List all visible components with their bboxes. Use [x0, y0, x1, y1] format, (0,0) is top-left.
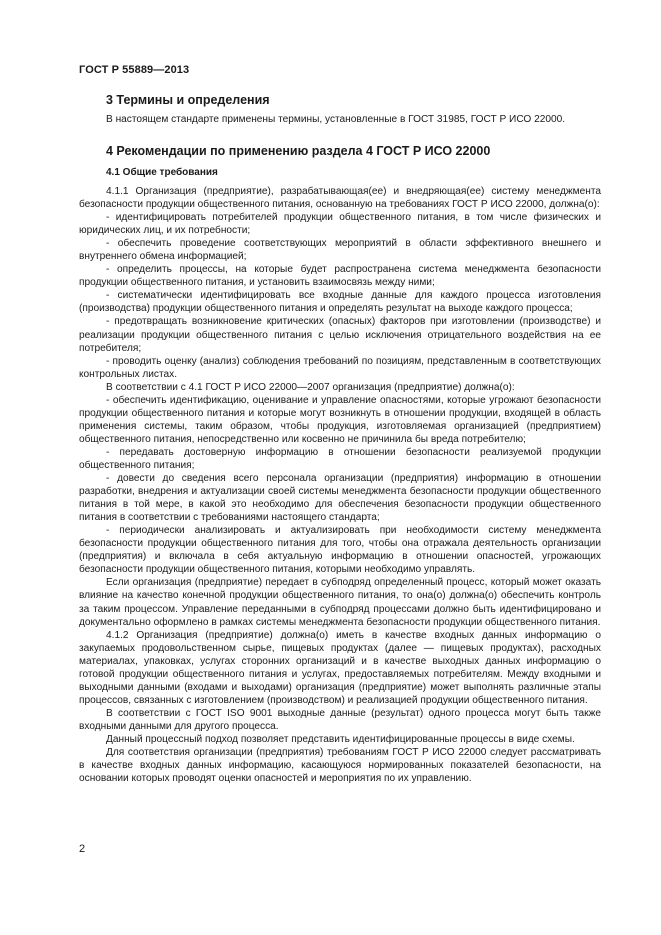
- list-item: - периодически анализировать и актуализировать при необходимости систему менеджмента безопасности продукции общественного питания для того, чтобы она отражала деятельность организации (предприятия) и включала в себя актуальную информацию в отношении опасностей, угрожающих безопасности продукции общественного питания, которыми необходимо управлять.: [79, 525, 601, 576]
- paragraph: 4.1.1 Организация (предприятие), разрабатывающая(ее) и внедряющая(ее) систему менеджмента безопасности продукции общественного питания, основанную на требованиях ГОСТ Р ИСО 22000, должна(о):: [79, 186, 601, 211]
- paragraph: Для соответствия организации (предприятия) требованиям ГОСТ Р ИСО 22000 следует рассматривать в качестве входных данных информацию, касающуюся нормированных показателей безопасности, на основании которых проводят оценки опасностей и мероприятия по их управлению.: [79, 747, 601, 785]
- body-text: [79, 185, 601, 785]
- list-item: - систематически идентифицировать все входные данные для каждого процесса изготовления (производства) продукции общественного питания и определять результат на выходе каждого процесса;: [79, 290, 601, 315]
- page-number: 2: [79, 843, 86, 855]
- list-item: - определить процессы, на которые будет распространена система менеджмента безопасности продукции общественного питания, и установить взаимосвязь между ними;: [79, 264, 601, 289]
- list-item: - передавать достоверную информацию в отношении безопасности реализуемой продукции общественного питания;: [79, 446, 601, 471]
- section-4-1-title: 4.1 Общие требования: [106, 167, 218, 178]
- paragraph: Данный процессный подход позволяет представить идентифицированные процессы в виде схемы.: [106, 733, 575, 745]
- list-item: - обеспечить проведение соответствующих мероприятий в области эффективного внешнего и внутреннего обмена информацией;: [79, 238, 601, 263]
- section-3-title: 3 Термины и определения: [106, 93, 270, 107]
- list-item: - обеспечить идентификацию, оценивание и управление опасностями, которые угрожают безопасности продукции общественного питания и которые могут возникнуть в отношении продукции, входящей в область применения системы, таким образом, чтобы продукция, изготовляемая организацией (предприятием) общественного питания, непосредственно или косвенно не причинила бы вреда потребителю;: [79, 394, 601, 445]
- section-4-title: 4 Рекомендации по применению раздела 4 ГОСТ Р ИСО 22000: [106, 144, 491, 158]
- section-3-text: В настоящем стандарте применены термины, установленные в ГОСТ 31985, ГОСТ Р ИСО 22000.: [106, 114, 566, 125]
- list-item: - предотвращать возникновение критических (опасных) факторов при изготовлении (производстве) и реализации продукции общественного питания с целью исключения отрицательного воздействия на ее потребителя;: [79, 316, 601, 354]
- paragraph: 4.1.2 Организация (предприятие) должна(о) иметь в качестве входных данных информацию о закупаемых продовольственном сырье, пищевых продуктах (далее — пищевых продуктах), расходных материалах, упаковках, услугах сторонних организаций и в качестве выходных данных информацию о готовой продукции общественного питания и услугах, предоставляемых потребителям. Между входными и выходными данными (входами и выходами) организация (предприятие) может выполнять различные этапы процессов, связанных с изготовлением (производством) и реализацией продукции общественного питания.: [79, 629, 601, 706]
- paragraph: В соответствии с 4.1 ГОСТ Р ИСО 22000—2007 организация (предприятие) должна(о):: [106, 381, 515, 393]
- list-item: - довести до сведения всего персонала организации (предприятия) информацию в отношении разработки, внедрения и актуализации своей системы менеджмента безопасности продукции общественного питания в той мере, в какой это необходимо для обеспечения безопасности продукции общественного питания в соответствии с требованиями настоящего стандарта;: [79, 473, 601, 524]
- paragraph: В соответствии с ГОСТ ISO 9001 выходные данные (результат) одного процесса могут быть также входными данными для другого процесса.: [79, 707, 601, 732]
- paragraph: Если организация (предприятие) передает в субподряд определенный процесс, который может оказать влияние на качество конечной продукции общественного питания, то она(о) должна(о) обеспечить контроль за таким процессом. Управление переданными в субподряд процессами должно быть идентифицировано и документально оформлено в рамках системы менеджмента безопасности продукции общественного питания.: [79, 577, 601, 628]
- list-item: - проводить оценку (анализ) соблюдения требований по позициям, представленным в соответствующих контрольных листах.: [79, 355, 601, 380]
- list-item: - идентифицировать потребителей продукции общественного питания, в том числе физических и юридических лиц, и их потребности;: [79, 212, 601, 237]
- document-header: ГОСТ Р 55889—2013: [79, 64, 190, 76]
